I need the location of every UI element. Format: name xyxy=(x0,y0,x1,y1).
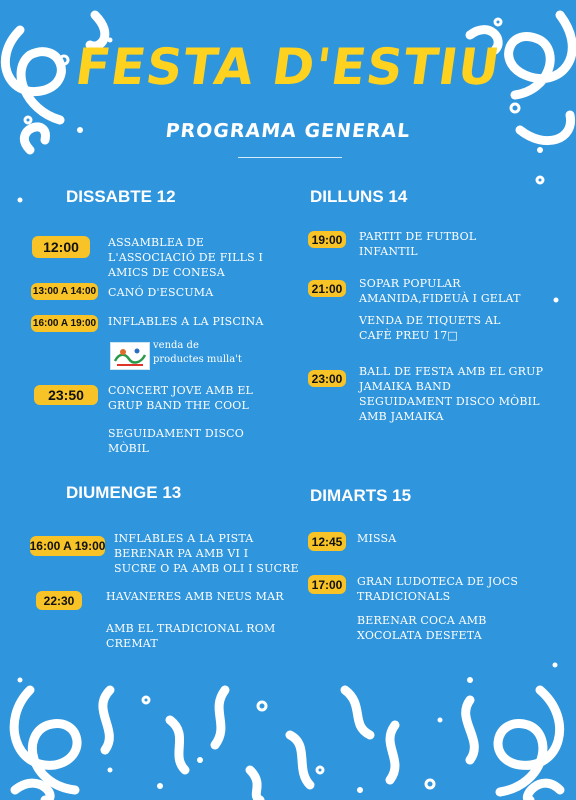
event-line: AMB JAMAIKA xyxy=(359,410,444,423)
association-logo-icon xyxy=(110,342,150,370)
event-line: PARTIT DE FUTBOL xyxy=(359,230,477,243)
event-line: BALL DE FESTA AMB EL GRUP xyxy=(359,365,544,378)
event-line: SUCRE O PA AMB OLI I SUCRE xyxy=(114,562,299,575)
event-line: CAFÈ PREU 17□ xyxy=(359,329,458,342)
event-text xyxy=(359,276,521,306)
title-divider xyxy=(238,157,342,158)
event-text xyxy=(357,574,518,604)
event-line: SOPAR POPULAR xyxy=(359,277,461,290)
event-line: BERENAR PA AMB VI I xyxy=(114,547,249,560)
time-badge: 16:00 A 19:00 xyxy=(31,315,98,332)
event-line: GRUP BAND THE COOL xyxy=(108,399,250,412)
time-badge: 22:30 xyxy=(36,591,82,610)
time-badge: 23:00 xyxy=(308,370,346,387)
event-line: CANÓ D'ESCUMA xyxy=(108,286,214,299)
event-text xyxy=(108,426,244,456)
event-line: SEGUIDAMENT DISCO xyxy=(108,427,245,440)
event-line: INFLABLES A LA PISCINA xyxy=(108,315,264,328)
event-line: INFANTIL xyxy=(359,245,418,258)
event-text xyxy=(108,285,213,300)
event-text xyxy=(359,364,543,424)
event-line: BERENAR COCA AMB xyxy=(357,614,487,627)
event-line: JAMAIKA BAND xyxy=(359,380,451,393)
day-heading-dissabte: DISSABTE 12 xyxy=(66,187,176,206)
event-text xyxy=(114,531,299,576)
time-badge: 12:00 xyxy=(32,236,90,258)
event-text xyxy=(106,589,284,604)
poster-title: FESTA D'ESTIU xyxy=(71,38,505,96)
day-heading-dilluns: DILLUNS 14 xyxy=(310,187,408,206)
time-badge: 12:45 xyxy=(308,532,346,551)
event-text xyxy=(108,235,273,280)
event-text xyxy=(106,621,275,651)
event-line: CONCERT JOVE AMB EL xyxy=(108,384,254,397)
event-line: venda de xyxy=(153,340,199,351)
time-badge: 16:00 A 19:00 xyxy=(30,536,105,556)
event-text xyxy=(359,313,501,343)
day-heading-dimarts: DIMARTS 15 xyxy=(310,486,412,505)
event-line: HAVANERES AMB NEUS MAR xyxy=(106,590,284,603)
event-text xyxy=(108,314,264,329)
event-line: ASSAMBLEA DE xyxy=(108,236,205,249)
time-badge: 23:50 xyxy=(34,385,98,405)
event-line: INFLABLES A LA PISTA xyxy=(114,532,254,545)
time-badge: 17:00 xyxy=(308,575,346,594)
event-line: productes mulla't xyxy=(153,354,242,365)
event-line: L'ASSOCIACIÓ DE FILLS I xyxy=(108,251,264,264)
event-text xyxy=(357,531,396,546)
time-badge: 21:00 xyxy=(308,280,346,297)
time-badge: 19:00 xyxy=(308,231,346,248)
event-line: AMICS DE CONESA xyxy=(108,266,225,279)
event-line: AMB EL TRADICIONAL ROM xyxy=(106,622,276,635)
event-text xyxy=(153,339,242,367)
event-line: VENDA DE TIQUETS AL xyxy=(359,314,501,327)
event-line: CREMAT xyxy=(106,637,158,650)
event-line: XOCOLATA DESFETA xyxy=(357,629,482,642)
event-line: TRADICIONALS xyxy=(357,590,451,603)
event-line: GRAN LUDOTECA DE JOCS xyxy=(357,575,519,588)
day-heading-diumenge: DIUMENGE 13 xyxy=(66,483,182,502)
time-badge: 13:00 A 14:00 xyxy=(31,283,98,300)
event-line: MISSA xyxy=(357,532,397,545)
event-line: MÒBIL xyxy=(108,442,150,455)
event-text xyxy=(359,229,476,259)
event-text xyxy=(357,613,487,643)
poster-subtitle: PROGRAMA GENERAL xyxy=(164,120,412,142)
event-line: AMANIDA,FIDEUÀ I GELAT xyxy=(359,292,521,305)
event-line: SEGUIDAMENT DISCO MÒBIL xyxy=(359,395,540,408)
event-text xyxy=(108,383,253,413)
